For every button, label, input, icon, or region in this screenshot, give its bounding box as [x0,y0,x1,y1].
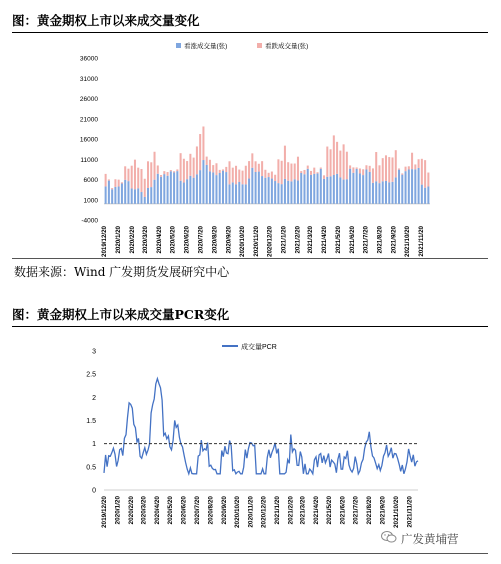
call-volume-bar [144,197,146,204]
put-volume-bar [349,165,351,168]
y-tick-label: 1 [92,441,96,449]
put-volume-bar [140,169,142,192]
call-volume-bar [108,181,110,204]
call-volume-bar [163,174,165,204]
x-tick-label: 2020/9/20 [220,496,228,525]
call-volume-bar [248,179,250,204]
x-tick-label: 2020/6/20 [183,226,191,254]
put-volume-bar [199,134,201,170]
x-tick-label: 2020/1/20 [115,226,123,254]
put-volume-bar [343,144,345,179]
call-volume-bar [186,179,188,204]
put-volume-bar [307,166,309,169]
x-tick-label: 2020/12/20 [266,226,274,257]
call-volume-bar [427,187,429,204]
y-tick-label: -4000 [81,217,98,225]
y-tick-label: 21000 [79,116,98,124]
call-volume-bar [408,169,410,203]
y-tick-label: 31000 [79,75,98,83]
x-tick-label: 2021/9/20 [379,496,387,525]
call-volume-bar [356,169,358,204]
put-volume-bar [209,160,211,172]
call-volume-bar [196,174,198,204]
put-volume-bar [336,142,338,174]
put-volume-bar [277,159,279,183]
put-volume-bar [212,165,214,172]
call-volume-bar [307,169,309,204]
put-volume-bar [170,170,172,171]
put-volume-bar [313,168,315,174]
call-volume-bar [170,171,172,204]
put-volume-bar [411,153,413,169]
call-volume-bar [362,175,364,204]
put-volume-bar [163,171,165,174]
call-volume-bar [242,184,244,204]
call-volume-bar [258,172,260,204]
call-volume-bar [154,180,156,204]
put-volume-bar [372,168,374,182]
call-volume-bar [261,176,263,204]
put-volume-bar [144,179,146,197]
put-volume-bar [154,152,156,180]
call-volume-bar [212,172,214,203]
put-volume-bar [378,165,380,183]
put-volume-bar [134,160,136,190]
call-volume-bar [326,177,328,204]
put-volume-bar [427,173,429,187]
put-volume-bar [424,160,426,188]
put-volume-bar [150,162,152,187]
call-volume-bar [228,184,230,203]
x-tick-label: 2020/4/20 [156,226,164,254]
put-volume-bar [245,166,247,185]
put-volume-bar [228,161,230,184]
chart2-title: 图：黄金期权上市以来成交量PCR变化 [12,307,230,322]
y-tick-label: 2.5 [86,371,96,379]
call-volume-bar [255,172,257,204]
put-volume-bar [405,167,407,172]
put-volume-bar [398,168,400,169]
call-volume-bar [401,175,403,204]
x-tick-label: 2020/2/20 [128,496,136,525]
call-volume-bar [320,169,322,204]
call-volume-bar [137,188,139,204]
chart2-top-rule [12,326,488,327]
put-volume-bar [346,152,348,180]
put-volume-bar [222,169,224,170]
call-volume-bar [303,174,305,204]
put-volume-bar [320,168,322,169]
call-volume-bar [199,170,201,204]
call-volume-bar [290,181,292,203]
y-tick-label: 0.5 [86,464,96,472]
put-volume-bar [352,167,354,172]
y-tick-label: 26000 [79,96,98,103]
call-volume-bar [313,174,315,204]
put-volume-bar [356,167,358,168]
put-volume-bar [118,180,120,187]
x-tick-label: 2020/5/20 [167,496,175,525]
call-volume-bar [398,170,400,204]
put-volume-bar [180,153,182,181]
call-volume-bar [391,182,393,204]
x-tick-label: 2021/11/20 [417,226,425,257]
call-volume-bar [287,181,289,204]
put-volume-bar [124,166,126,179]
x-tick-label: 2021/1/20 [280,226,288,254]
put-volume-bar [317,172,319,173]
x-tick-label: 2020/10/20 [238,226,246,257]
call-volume-bar [284,179,286,204]
call-volume-bar [105,186,107,203]
put-volume-bar [248,161,250,178]
put-volume-bar [326,147,328,177]
x-tick-label: 2021/8/20 [366,496,374,525]
x-tick-label: 2021/4/20 [313,496,321,525]
put-volume-bar [414,164,416,169]
call-volume-bar [277,183,279,204]
call-volume-bar [131,188,133,203]
put-volume-bar [369,166,371,172]
x-tick-label: 2020/11/20 [247,496,255,528]
call-volume-bar [124,180,126,204]
y-tick-label: 0 [92,487,96,495]
call-volume-bar [157,174,159,204]
call-volume-bar [176,171,178,204]
call-volume-bar [167,176,169,204]
put-volume-bar [271,172,273,179]
put-volume-bar [395,150,397,177]
call-volume-bar [206,165,208,204]
x-tick-label: 2020/7/20 [193,496,201,525]
put-volume-bar [147,161,149,188]
call-volume-bar [346,179,348,204]
put-volume-bar [251,153,253,167]
put-volume-bar [303,170,305,174]
call-volume-bar [215,175,217,204]
put-volume-bar [137,168,139,189]
put-volume-bar [297,157,299,181]
call-volume-bar [274,181,276,204]
x-tick-label: 2020/4/20 [154,496,162,525]
put-volume-bar [255,161,257,172]
call-volume-bar [121,184,123,204]
legend-call-label: 看涨成交量(张) [184,43,228,50]
put-volume-bar [183,159,185,183]
call-volume-bar [127,181,129,204]
call-volume-bar [333,175,335,204]
x-tick-label: 2021/6/20 [348,226,356,254]
call-volume-bar [336,174,338,204]
call-volume-bar [294,179,296,204]
x-tick-label: 2021/3/20 [307,226,315,254]
call-volume-bar [369,172,371,204]
put-volume-bar [359,168,361,173]
x-tick-label: 2020/3/20 [142,226,150,254]
x-tick-label: 2020/1/20 [114,496,122,525]
put-volume-bar [121,182,123,183]
call-volume-bar [297,181,299,204]
call-volume-bar [225,172,227,204]
call-volume-bar [418,168,420,204]
x-tick-label: 2019/12/20 [101,226,108,257]
put-volume-bar [421,159,423,185]
put-volume-bar [339,151,341,178]
chart2-bottom-rule [12,553,488,554]
call-volume-bar [150,187,152,204]
put-volume-bar [176,169,178,171]
put-volume-bar [206,157,208,165]
y-tick-label: 3 [92,348,96,356]
put-volume-bar [268,173,270,177]
y-tick-label: 1.5 [86,418,96,425]
call-volume-bar [235,184,237,204]
call-volume-bar [189,176,191,204]
call-volume-bar [268,177,270,204]
put-volume-bar [300,171,302,173]
x-tick-label: 2021/3/20 [299,496,307,525]
x-tick-label: 2020/6/20 [180,496,188,525]
chart1-title: 图：黄金期权上市以来成交量变化 [12,13,200,28]
x-tick-label: 2020/2/20 [129,226,137,254]
call-volume-bar [173,172,175,203]
put-volume-bar [284,146,286,179]
x-tick-label: 2021/8/20 [376,226,384,254]
call-volume-bar [395,177,397,203]
put-volume-bar [111,188,113,189]
x-tick-label: 2021/2/20 [294,226,302,254]
put-volume-bar [189,154,191,176]
call-volume-bar [140,192,142,204]
call-volume-bar [264,178,266,204]
put-volume-bar [375,152,377,181]
call-volume-bar [378,183,380,204]
y-tick-label: 1000 [83,197,98,205]
put-volume-bar [238,170,240,182]
x-tick-label: 2021/7/20 [362,226,370,254]
chart1-top-rule [12,32,488,33]
call-volume-bar [202,160,204,204]
volume-bar-chart [0,36,501,258]
call-volume-bar [310,175,312,204]
put-volume-bar [365,165,367,169]
put-volume-bar [408,166,410,169]
x-tick-label: 2021/1/20 [273,496,281,525]
put-volume-bar [127,169,129,181]
put-volume-bar [196,146,198,174]
x-tick-label: 2021/4/20 [321,226,329,254]
x-tick-label: 2021/5/20 [334,226,342,254]
x-tick-label: 2021/9/20 [390,226,398,254]
put-volume-bar [294,164,296,180]
y-tick-label: 6000 [83,177,98,184]
x-tick-label: 2021/11/20 [406,496,414,528]
call-volume-bar [349,169,351,204]
put-volume-bar [258,164,260,172]
put-volume-bar [281,161,283,184]
put-volume-bar [225,167,227,172]
put-volume-bar [333,135,335,175]
put-volume-bar [264,170,266,178]
put-volume-bar [290,164,292,182]
y-tick-label: 11000 [80,156,98,164]
put-volume-bar [105,174,107,187]
put-volume-bar [382,158,384,181]
put-volume-bar [388,157,390,182]
x-tick-label: 2021/7/20 [352,496,360,525]
x-tick-label: 2020/10/20 [233,496,241,528]
call-volume-bar [245,184,247,203]
x-tick-label: 2020/7/20 [197,226,205,254]
call-volume-bar [300,173,302,204]
call-volume-bar [271,179,273,204]
legend-put-swatch [257,43,262,48]
put-volume-bar [219,170,221,173]
call-volume-bar [414,169,416,203]
x-tick-label: 2021/2/20 [287,496,295,525]
put-volume-bar [235,166,237,184]
call-volume-bar [134,189,136,204]
call-volume-bar [411,169,413,204]
legend-put-label: 看跌成交量(张) [265,43,309,50]
call-volume-bar [114,187,116,204]
x-tick-label: 2021/10/20 [403,226,411,257]
x-tick-label: 2021/5/20 [326,496,334,525]
put-volume-bar [215,163,217,175]
put-volume-bar [242,171,244,185]
data-source-note: 数据来源：Wind 广发期货发展研究中心 [14,265,230,279]
x-tick-label: 2020/9/20 [225,226,233,254]
x-tick-label: 2020/11/20 [252,226,260,257]
x-tick-label: 2020/8/20 [211,226,219,254]
call-volume-bar [118,187,120,204]
call-volume-bar [343,180,345,204]
call-volume-bar [317,173,319,203]
call-volume-bar [281,184,283,204]
put-volume-bar [186,161,188,179]
call-volume-bar [372,183,374,204]
call-volume-bar [375,181,377,203]
x-tick-label: 2021/10/20 [392,496,400,528]
put-volume-bar [167,172,169,176]
put-volume-bar [385,155,387,181]
call-volume-bar [232,182,234,203]
y-tick-label: 16000 [79,136,98,144]
call-volume-bar [193,178,195,204]
wechat-icon [381,530,397,544]
put-volume-bar [173,171,175,172]
put-volume-bar [261,161,263,176]
call-volume-bar [365,170,367,204]
call-volume-bar [147,188,149,204]
call-volume-bar [180,181,182,204]
put-volume-bar [193,158,195,178]
x-tick-label: 2019/12/20 [101,496,108,528]
call-volume-bar [219,173,221,204]
call-volume-bar [160,177,162,204]
call-volume-bar [424,188,426,204]
put-volume-bar [232,168,234,183]
call-volume-bar [382,181,384,203]
put-volume-bar [310,171,312,175]
x-tick-label: 2020/8/20 [207,496,215,525]
put-volume-bar [131,166,133,189]
call-volume-bar [421,185,423,204]
put-volume-bar [418,159,420,168]
call-volume-bar [388,182,390,203]
call-volume-bar [405,171,407,204]
chart1-bottom-rule [12,258,488,259]
call-volume-bar [222,171,224,204]
pcr-series-line [104,379,418,474]
x-tick-label: 2020/5/20 [169,226,177,254]
call-volume-bar [359,173,361,203]
put-volume-bar [202,126,204,160]
call-volume-bar [339,177,341,203]
watermark-text: 广发黄埔营 [401,532,459,546]
put-volume-bar [362,169,364,175]
call-volume-bar [330,176,332,204]
put-volume-bar [160,175,162,177]
call-volume-bar [209,171,211,203]
put-volume-bar [157,165,159,173]
call-volume-bar [111,189,113,203]
pcr-line-chart [0,330,501,552]
put-volume-bar [330,149,332,176]
x-tick-label: 2020/3/20 [140,496,148,525]
y-tick-label: 36000 [79,55,98,63]
call-volume-bar [183,183,185,204]
call-volume-bar [251,168,253,204]
legend-call-swatch [176,43,181,48]
put-volume-bar [287,162,289,181]
call-volume-bar [238,182,240,204]
put-volume-bar [114,179,116,187]
x-tick-label: 2020/12/20 [260,496,268,528]
x-tick-label: 2021/6/20 [339,496,347,525]
put-volume-bar [401,173,403,174]
call-volume-bar [323,179,325,204]
put-volume-bar [391,157,393,181]
put-volume-bar [108,179,110,180]
legend-pcr-label: 成交量PCR [241,344,277,351]
y-tick-label: 2 [92,394,96,402]
put-volume-bar [274,175,276,181]
put-volume-bar [323,175,325,179]
call-volume-bar [352,173,354,204]
call-volume-bar [385,181,387,204]
